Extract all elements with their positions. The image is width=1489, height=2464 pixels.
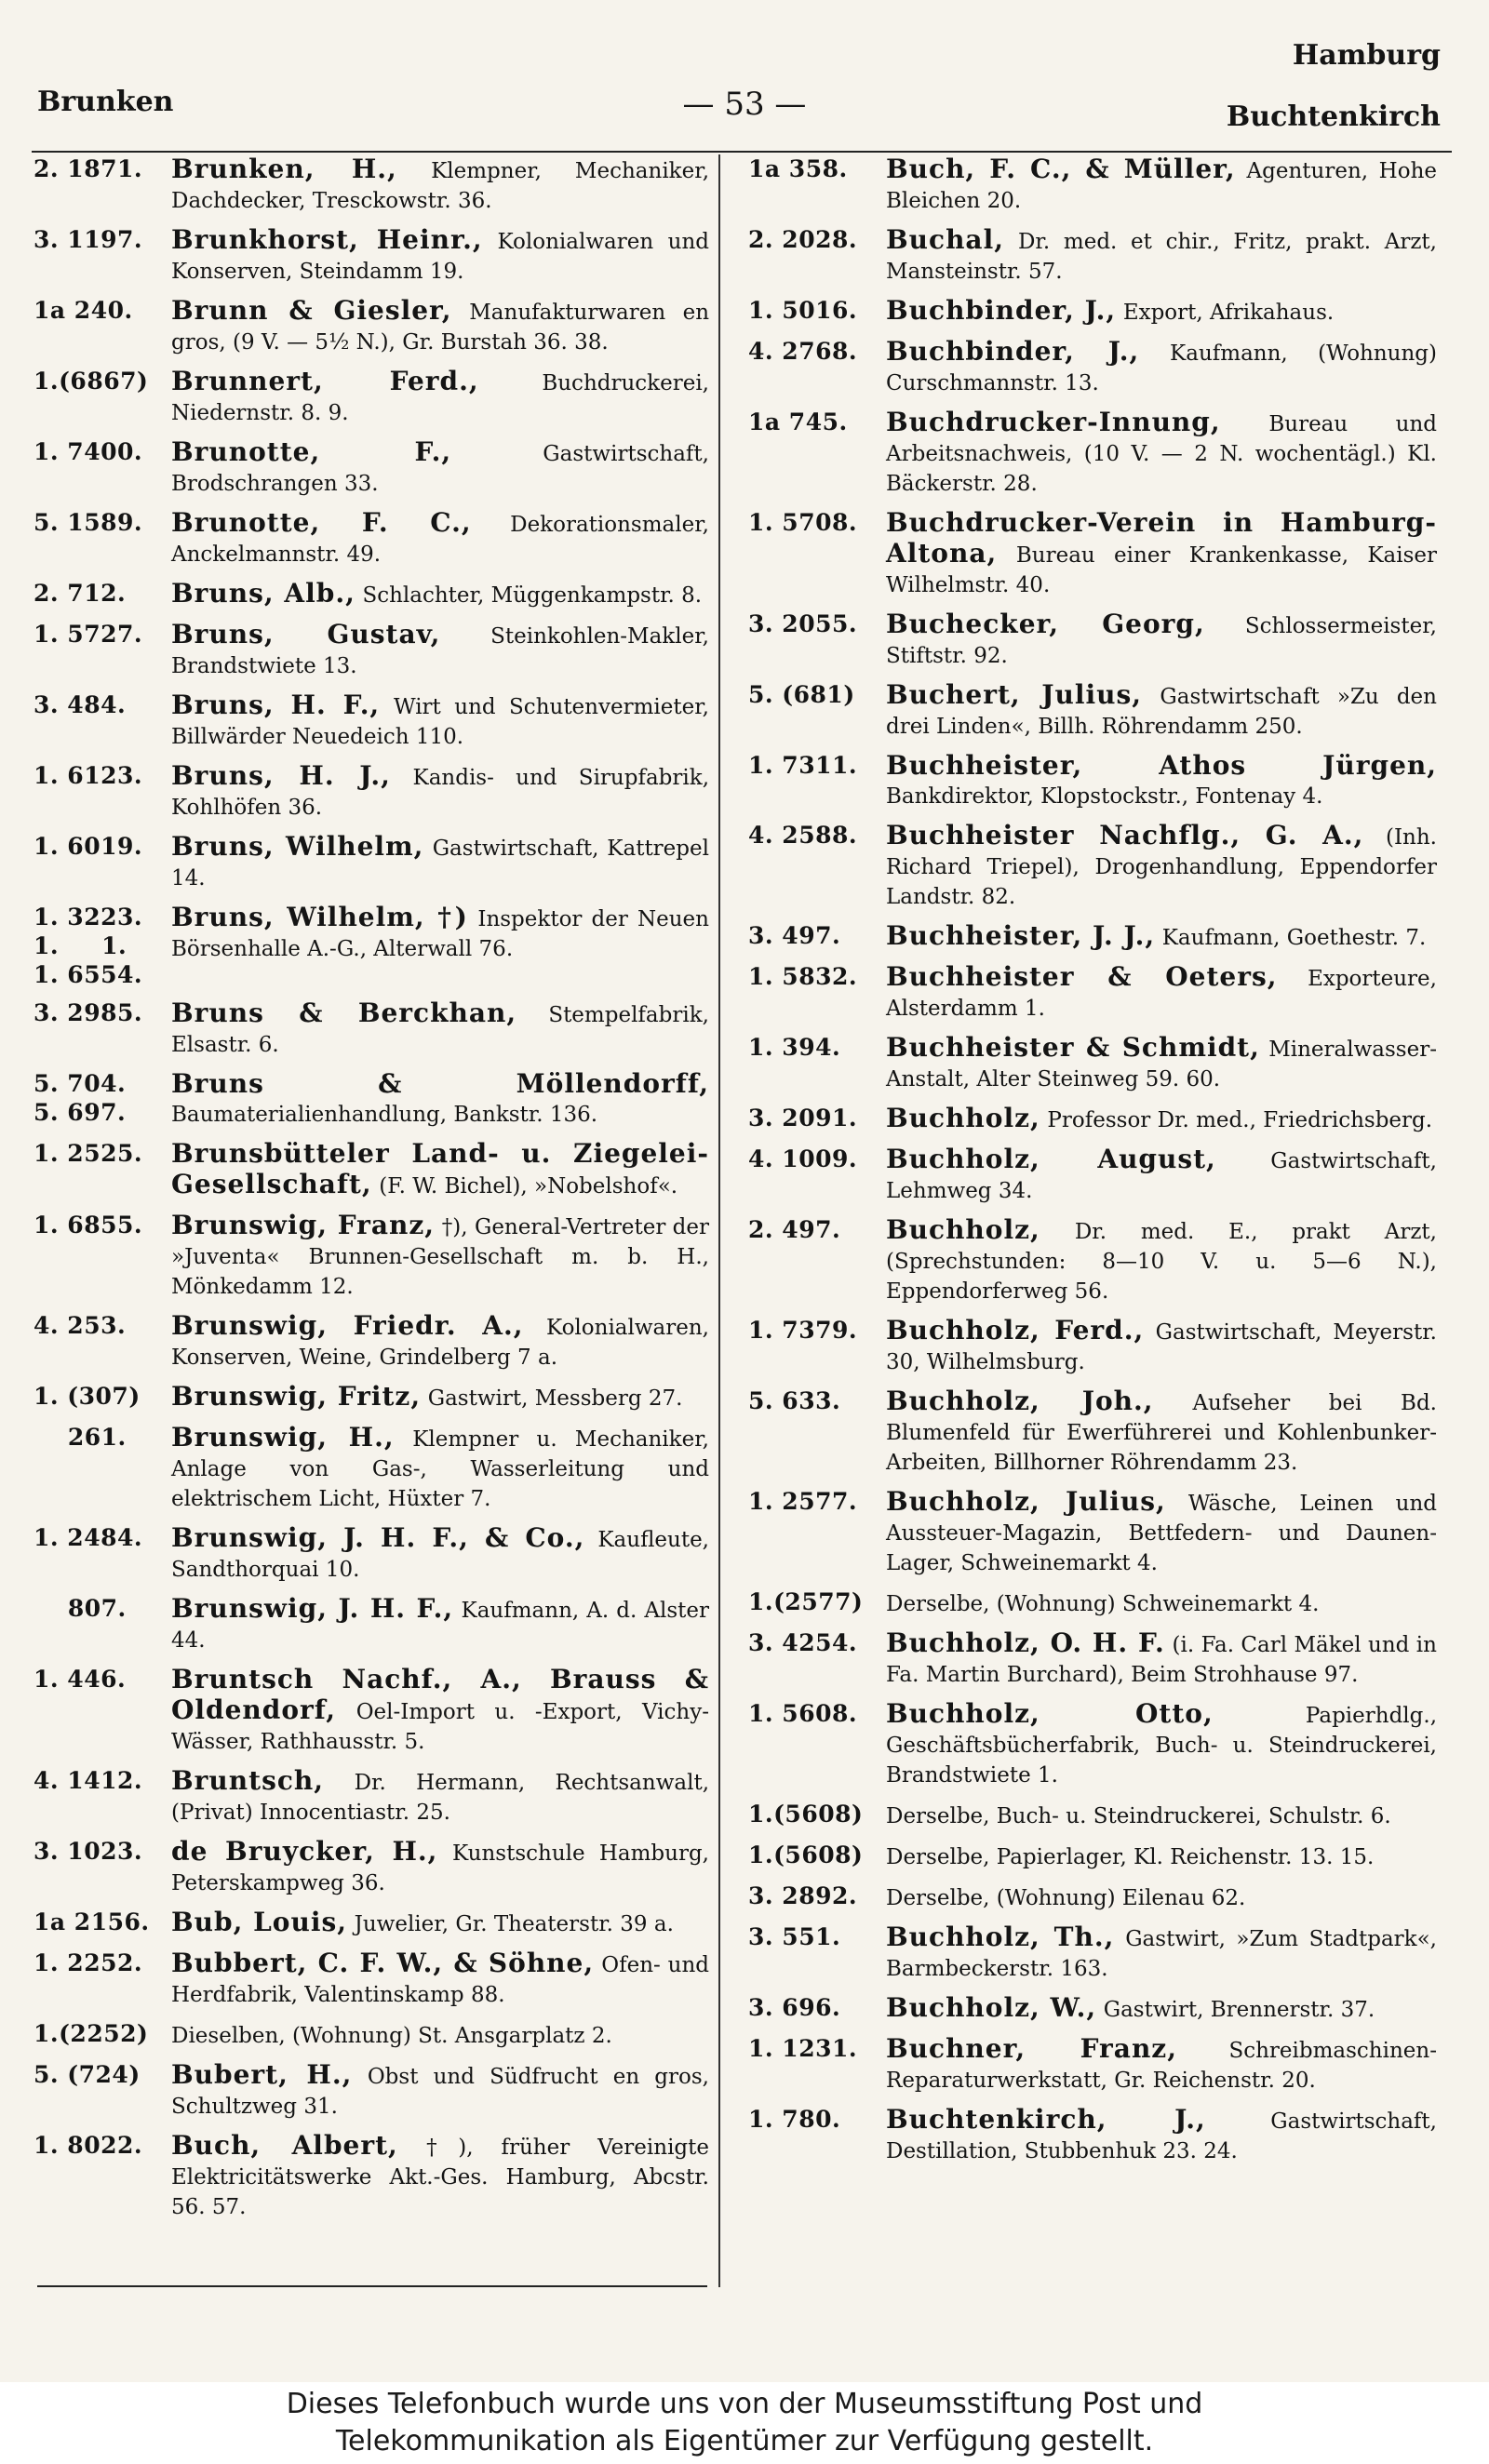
subscriber-details: Oel-Import u. -Export, Vichy-Wässer, Rathhausstr. 5. [171, 1700, 709, 1754]
subscriber-details: Stempelfabrik, Elsastr. 6. [171, 1003, 709, 1057]
directory-entry [748, 609, 1437, 671]
subscriber-details: Obst und Südfrucht en gros, Schultzweg 31. [171, 2065, 709, 2119]
entry-text [171, 2019, 709, 2051]
directory-entry [34, 1211, 709, 1302]
entry-text [886, 1841, 1437, 1872]
phone-number: 1. 3223. 1. 1. 1. 6554. [34, 904, 143, 988]
directory-entry [34, 1139, 709, 1201]
phone-number: 1. 2484. [34, 1524, 143, 1551]
subscriber-name: Buchdrucker-Innung, [886, 407, 1221, 437]
phone-number: 4. 2588. [748, 822, 858, 849]
subscriber-details: Export, Afrikahaus. [1122, 301, 1335, 325]
entry-text [886, 1104, 1437, 1135]
phone-number: 1. (307) [34, 1383, 141, 1410]
subscriber-name: Brunswig, H., [171, 1422, 395, 1453]
subscriber-name: Buchholz, [886, 1214, 1040, 1245]
phone-number: 4. 253. [34, 1312, 127, 1339]
subscriber-details: Mineralwasser-Anstalt, Alter Steinweg 59. 60. [886, 1038, 1437, 1091]
subscriber-details: Wäsche, Leinen und Aussteuer-Magazin, Bettfedern- und Daunen-Lager, Schweinemarkt 4. [886, 1492, 1437, 1575]
bottom-rule [37, 2285, 707, 2287]
entry-text [171, 761, 709, 823]
subscriber-details: Exporteure, Alsterdamm 1. [886, 967, 1437, 1021]
directory-entry [34, 1908, 709, 1939]
phone-number: 2. 1871. [34, 155, 143, 182]
entry-text [886, 508, 1437, 600]
entry-text [886, 2105, 1437, 2166]
entry-text [886, 296, 1437, 328]
directory-entry [748, 1587, 1437, 1619]
subscriber-details: Gastwirt, »Zum Stadtpark«, Barmbeckerstr. 163. [886, 1927, 1437, 1981]
directory-entry [34, 296, 709, 357]
directory-entry [34, 2131, 709, 2222]
column-divider [718, 154, 720, 2287]
subscriber-details: (Inh. Richard Triepel), Drogenhandlung, Eppendorfer Landstr. 82. [886, 825, 1437, 909]
directory-entry [34, 1311, 709, 1373]
entry-text [171, 1523, 709, 1585]
phone-number: 4. 1009. [748, 1145, 858, 1172]
phone-number: 1. 2577. [748, 1488, 858, 1515]
directory-entry [748, 1145, 1437, 1206]
phone-number: 1a 240. [34, 297, 133, 324]
phone-number: 1. 780. [748, 2106, 841, 2133]
phone-number: 5. (681) [748, 681, 855, 708]
phone-number: 1. 5832. [748, 963, 858, 990]
page-number: — 53 — [682, 86, 807, 123]
phone-number: 1. 5708. [748, 509, 858, 536]
subscriber-name: Buchdrucker-Verein in Hamburg-Altona, [886, 507, 1437, 569]
subscriber-name: Buchholz, Joh., [886, 1386, 1154, 1416]
directory-entry [34, 1837, 709, 1898]
subscriber-details: Buchdruckerei, Niedernstr. 8. 9. [171, 371, 709, 425]
subscriber-name: Buchholz, Julius, [886, 1486, 1166, 1517]
directory-entry [34, 761, 709, 823]
directory-entry [748, 1033, 1437, 1094]
subscriber-details: Gastwirtschaft, Destillation, Stubbenhuk 23. 24. [886, 2109, 1437, 2163]
entry-text [171, 998, 709, 1060]
phone-number: 3. 1197. [34, 226, 143, 253]
entry-text [171, 1382, 709, 1413]
phone-number: 1. 5016. [748, 297, 858, 324]
subscriber-name: Buchholz, August, [886, 1144, 1216, 1174]
directory-entry [748, 225, 1437, 287]
directory-entry [748, 1386, 1437, 1478]
subscriber-details: Gastwirtschaft, Lehmweg 34. [886, 1149, 1437, 1203]
subscriber-name: Brunnert, Ferd., [171, 366, 479, 396]
subscriber-details: (i. Fa. Carl Mäkel und in Fa. Martin Burchard), Beim Strohhause 97. [886, 1633, 1437, 1687]
subscriber-name: Brunotte, F. C., [171, 507, 472, 538]
directory-entry [34, 1665, 709, 1757]
directory-entry [748, 2105, 1437, 2166]
subscriber-name: Brunkhorst, Heinr., [171, 224, 483, 255]
subscriber-name: Brunken, H., [171, 154, 397, 184]
entry-text [886, 751, 1437, 811]
entry-text [171, 620, 709, 681]
phone-number: 1. 1231. [748, 2035, 858, 2062]
subscriber-name: Brunn & Giesler, [171, 295, 452, 326]
phone-number: 3. 551. [748, 1923, 841, 1950]
subscriber-details: Gastwirtschaft »Zu den drei Linden«, Billh. Röhrendamm 250. [886, 685, 1437, 739]
entry-text [171, 437, 709, 499]
directory-entry [748, 921, 1437, 953]
entry-text [171, 508, 709, 569]
entry-text [886, 1922, 1437, 1984]
entry-text [171, 832, 709, 893]
directory-entry [34, 1069, 709, 1130]
subscriber-name: Brunswig, J. H. F., & Co., [171, 1522, 585, 1553]
phone-number: 261. [34, 1424, 127, 1451]
footer-line-2: Telekommunikation als Eigentümer zur Verfügung gestellt. [335, 2425, 1154, 2457]
phone-number: 1. 7311. [748, 752, 858, 779]
subscriber-name: Bruntsch, [171, 1765, 324, 1796]
entry-text [886, 609, 1437, 671]
directory-entry [748, 1699, 1437, 1790]
phone-number: 1. 446. [34, 1666, 127, 1693]
subscriber-name: Bruns, H. F., [171, 690, 381, 720]
subscriber-name: Buchecker, Georg, [886, 609, 1205, 639]
subscriber-details: Dr. med. E., prakt Arzt, (Sprechstunden: 8—10 V. u. 5—6 N.), Eppendorferweg 56. [886, 1220, 1437, 1304]
subscriber-name: Bub, Louis, [171, 1907, 347, 1937]
subscriber-name: Buchholz, Ferd., [886, 1315, 1145, 1346]
phone-number: 3. 2055. [748, 610, 858, 637]
phone-number: 1.(2577) [748, 1588, 864, 1615]
subscriber-name: Bruns, Wilhelm, [171, 831, 424, 862]
entry-text [171, 1069, 709, 1130]
subscriber-name: Brunswig, Fritz, [171, 1381, 422, 1412]
subscriber-name: Brunswig, Franz, [171, 1210, 436, 1240]
subscriber-details: Schlachter, Müggenkampstr. 8. [362, 583, 703, 608]
directory-entry [748, 1881, 1437, 1913]
subscriber-name: Buchner, Franz, [886, 2033, 1177, 2064]
directory-entry [34, 998, 709, 1060]
entry-text [886, 821, 1437, 912]
entry-text [886, 962, 1437, 1024]
subscriber-details: Manufakturwaren en gros, (9 V. — 5½ N.), Gr. Burstah 36. 38. [171, 301, 710, 355]
subscriber-details: Dekorationsmaler, Anckelmannstr. 49. [171, 513, 709, 567]
subscriber-name: Bruntsch Nachf., A., Brauss & Oldendorf, [171, 1664, 709, 1725]
subscriber-details: Derselbe, (Wohnung) Schweinemarkt 4. [886, 1592, 1320, 1616]
subscriber-name: Buchholz, Th., [886, 1922, 1115, 1952]
directory-entry [748, 1104, 1437, 1135]
entry-text [886, 154, 1437, 216]
subscriber-name: Buchbinder, J., [886, 336, 1140, 367]
entry-text [886, 1316, 1437, 1377]
subscriber-details: Gastwirtschaft, Kattrepel 14. [171, 837, 709, 891]
phone-number: 3. 2091. [748, 1105, 858, 1132]
header-left-keyword: Brunken [37, 86, 174, 118]
directory-entry [748, 337, 1437, 398]
subscriber-details: (F. W. Bichel), »Nobelshof«. [379, 1174, 678, 1199]
directory-entry [34, 2019, 709, 2051]
entry-text [171, 1766, 709, 1828]
subscriber-details: Bureau einer Krankenkasse, Kaiser Wilhelmstr. 40. [886, 543, 1437, 597]
directory-entry [748, 680, 1437, 742]
subscriber-details: Dr. med. et chir., Fritz, prakt. Arzt, Mansteinstr. 57. [886, 230, 1437, 284]
directory-entry [748, 1841, 1437, 1872]
phone-number: 5. (724) [34, 2061, 141, 2088]
entry-text [886, 408, 1437, 499]
phone-number: 3. 484. [34, 691, 127, 718]
entry-text [886, 1993, 1437, 2025]
subscriber-details: Professor Dr. med., Friedrichsberg. [1047, 1108, 1433, 1132]
phone-number: 1. 6123. [34, 762, 143, 789]
subscriber-name: Buchtenkirch, J., [886, 2104, 1206, 2135]
subscriber-name: Bubert, H., [171, 2059, 353, 2090]
directory-entry [748, 962, 1437, 1024]
subscriber-details: Steinkohlen-Makler, Brandstwiete 13. [171, 624, 709, 678]
subscriber-name: Bruns & Möllendorff, [171, 1068, 709, 1099]
entry-text [171, 2131, 709, 2222]
phone-number: 3. 2892. [748, 1882, 858, 1909]
phone-number: 1. 8022. [34, 2132, 143, 2159]
subscriber-details: Gastwirt, Brennerstr. 37. [1103, 1998, 1375, 2022]
phone-number: 2. 712. [34, 580, 127, 607]
entry-text [886, 1033, 1437, 1094]
phone-number: 4. 1412. [34, 1767, 143, 1794]
entry-text [886, 1628, 1437, 1690]
subscriber-name: Brunswig, J. H. F., [171, 1593, 454, 1624]
entry-text [171, 2060, 709, 2122]
right-column [748, 154, 1437, 2176]
directory-entry [34, 508, 709, 569]
subscriber-name: Bruns, H. J., [171, 760, 391, 791]
directory-entry [34, 154, 709, 216]
header-rule [32, 151, 1452, 153]
subscriber-name: Bruns, Wilhelm, †) [171, 902, 468, 932]
directory-entry [34, 1766, 709, 1828]
phone-number: 1.(2252) [34, 2020, 149, 2047]
directory-entry [748, 1316, 1437, 1377]
phone-number: 1a 358. [748, 155, 848, 182]
entry-text [171, 296, 709, 357]
subscriber-name: Buchheister, J. J., [886, 920, 1156, 951]
subscriber-name: Brunotte, F., [171, 436, 452, 467]
phone-number: 1.(6867) [34, 368, 149, 395]
subscriber-details: Dr. Hermann, Rechtsanwalt, (Privat) Innocentiastr. 25. [171, 1771, 709, 1825]
subscriber-details: Bureau und Arbeitsnachweis, (10 V. — 2 N. wochentägl.) Kl. Bäckerstr. 28. [886, 412, 1437, 496]
entry-text [171, 690, 709, 752]
directory-entry [748, 1922, 1437, 1984]
directory-entry [34, 1382, 709, 1413]
entry-text [171, 1594, 709, 1655]
subscriber-details: Derselbe, Buch- u. Steindruckerei, Schulstr. 6. [886, 1804, 1391, 1828]
header-city: Hamburg [1292, 39, 1441, 72]
phone-number: 3. 696. [748, 1994, 841, 2021]
directory-entry [748, 1800, 1437, 1831]
subscriber-details: Kunstschule Hamburg, Peterskampweg 36. [171, 1841, 709, 1895]
subscriber-details: Inspektor der Neuen Börsenhalle A.-G., Alterwall 76. [171, 907, 709, 961]
phone-number: 1. 7400. [34, 438, 143, 465]
subscriber-details: Gastwirtschaft, Brodschrangen 33. [171, 442, 709, 496]
entry-text [886, 225, 1437, 287]
subscriber-name: Buchbinder, J., [886, 295, 1117, 326]
directory-entry [34, 1948, 709, 2010]
subscriber-details: Bankdirektor, Klopstockstr., Fontenay 4. [886, 784, 1323, 809]
entry-text [886, 1881, 1437, 1913]
subscriber-name: Buchholz, [886, 1103, 1040, 1133]
subscriber-details: Ofen- und Herdfabrik, Valentinskamp 88. [171, 1953, 709, 2007]
entry-text [886, 1699, 1437, 1790]
subscriber-details: Kaufleute, Sandthorquai 10. [171, 1528, 709, 1582]
subscriber-name: Buch, F. C., & Müller, [886, 154, 1236, 184]
entry-text [886, 1215, 1437, 1306]
phone-number: 3. 4254. [748, 1629, 858, 1656]
phone-number: 1. 6019. [34, 833, 143, 860]
entry-text [171, 154, 709, 216]
subscriber-name: Buch, Albert, [171, 2130, 398, 2161]
entry-text [886, 921, 1437, 953]
phone-number: 5. 704. 5. 697. [34, 1070, 127, 1126]
subscriber-details: Schlossermeister, Stiftstr. 92. [886, 614, 1437, 668]
directory-entry [748, 1628, 1437, 1690]
phone-number: 1a 2156. [34, 1908, 150, 1935]
phone-number: 1. 2525. [34, 1140, 143, 1167]
entry-text [171, 1311, 709, 1373]
subscriber-details: Kaufmann, A. d. Alster 44. [171, 1599, 710, 1653]
subscriber-name: Buchheister & Oeters, [886, 961, 1278, 992]
entry-text [171, 1908, 709, 1939]
subscriber-name: Bubbert, C. F. W., & Söhne, [171, 1948, 595, 1978]
entry-text [886, 1800, 1437, 1831]
subscriber-name: Buchheister, Athos Jürgen, [886, 750, 1437, 781]
subscriber-details: Agenturen, Hohe Bleichen 20. [886, 159, 1438, 213]
footer-notice [0, 2382, 1489, 2464]
directory-entry [748, 408, 1437, 499]
directory-entry [748, 154, 1437, 216]
subscriber-details: †), General-Vertreter der »Juventa« Brunnen-Gesellschaft m. b. H., Mönkedamm 12. [171, 1215, 710, 1299]
subscriber-details: Gastwirtschaft, Meyerstr. 30, Wilhelmsburg. [886, 1320, 1437, 1374]
subscriber-name: Brunswig, Friedr. A., [171, 1310, 524, 1341]
directory-entry [34, 367, 709, 428]
phone-number: 1. 5608. [748, 1700, 858, 1727]
subscriber-name: Buchheister Nachflg., G. A., [886, 820, 1364, 850]
phone-number: 1.(5608) [748, 1841, 864, 1868]
footer-line-1: Dieses Telefonbuch wurde uns von der Museumsstiftung Post und [286, 2388, 1203, 2420]
directory-entry [34, 2060, 709, 2122]
entry-text [171, 1423, 709, 1514]
subscriber-name: Brunsbütteler Land- u. Ziegelei-Gesellschaft, [171, 1138, 709, 1199]
subscriber-details: Schreibmaschinen-Reparaturwerkstatt, Gr. Reichenstr. 20. [886, 2039, 1437, 2093]
subscriber-details: Dieselben, (Wohnung) St. Ansgarplatz 2. [171, 2024, 612, 2048]
subscriber-details: Derselbe, Papierlager, Kl. Reichenstr. 13. 15. [886, 1845, 1375, 1869]
entry-text [886, 680, 1437, 742]
subscriber-details: Derselbe, (Wohnung) Eilenau 62. [886, 1886, 1246, 1910]
directory-entry [34, 832, 709, 893]
entry-text [171, 1948, 709, 2010]
subscriber-name: Bruns, Gustav, [171, 619, 441, 649]
directory-entry [34, 1423, 709, 1514]
entry-text [886, 1145, 1437, 1206]
subscriber-name: Buchholz, W., [886, 1992, 1097, 2023]
subscriber-name: Buchert, Julius, [886, 679, 1142, 710]
entry-text [171, 225, 709, 287]
directory-entry [748, 2034, 1437, 2096]
subscriber-name: Buchholz, Otto, [886, 1698, 1214, 1729]
phone-number: 2. 497. [748, 1216, 841, 1243]
directory-entry [748, 1993, 1437, 2025]
subscriber-details: †), früher Vereinigte Elektricitätswerke Akt.-Ges. Hamburg, Abcstr. 56. 57. [171, 2136, 710, 2219]
phone-number: 4. 2768. [748, 338, 858, 365]
directory-entry [748, 821, 1437, 912]
phone-number: 3. 1023. [34, 1838, 143, 1865]
directory-entry [34, 1523, 709, 1585]
directory-entry [748, 1215, 1437, 1306]
header-right-keyword: Buchtenkirch [1226, 100, 1441, 133]
directory-entry [34, 620, 709, 681]
directory-entry [748, 508, 1437, 600]
subscriber-details: Kandis- und Sirupfabrik, Kohlhöfen 36. [171, 766, 710, 820]
phone-number: 5. 1589. [34, 509, 143, 536]
subscriber-details: Kolonialwaren und Konserven, Steindamm 19. [171, 230, 709, 284]
entry-text [171, 1665, 709, 1757]
directory-entry [34, 437, 709, 499]
entry-text [886, 2034, 1437, 2096]
subscriber-details: Aufseher bei Bd. Blumenfeld für Ewerführerei und Kohlenbunker-Arbeiten, Billhorner Röhrendamm 23. [886, 1391, 1437, 1475]
phone-number: 5. 633. [748, 1387, 841, 1414]
subscriber-details: Kaufmann, (Wohnung) Curschmannstr. 13. [886, 341, 1437, 395]
phone-number: 1. 2252. [34, 1949, 143, 1976]
left-column [34, 154, 709, 2231]
subscriber-details: Klempner u. Mechaniker, Anlage von Gas-, Wasserleitung und elektrischem Licht, Hüxter 7. [171, 1427, 709, 1511]
directory-entry [34, 225, 709, 287]
subscriber-details: Klempner, Mechaniker, Dachdecker, Tresckowstr. 36. [171, 159, 710, 213]
directory-entry [34, 903, 709, 989]
subscriber-details: Kolonialwaren, Konserven, Weine, Grindelberg 7 a. [171, 1316, 709, 1370]
phone-number: 1. 6855. [34, 1212, 143, 1239]
phone-number: 3. 2985. [34, 999, 143, 1026]
subscriber-name: Buchal, [886, 224, 1004, 255]
subscriber-name: Buchholz, O. H. F. [886, 1627, 1165, 1658]
entry-text [171, 1211, 709, 1302]
directory-entry [34, 1594, 709, 1655]
entry-text [886, 1587, 1437, 1619]
phone-number: 807. [34, 1595, 127, 1622]
subscriber-name: Bruns, Alb., [171, 578, 355, 609]
directory-entry [748, 1487, 1437, 1578]
subscriber-details: Wirt und Schutenvermieter, Billwärder Neuedeich 110. [171, 695, 709, 749]
entry-text [171, 367, 709, 428]
phone-number: 1. 7379. [748, 1317, 858, 1344]
directory-entry [748, 296, 1437, 328]
subscriber-details: Papierhdlg., Geschäftsbücherfabrik, Buch- u. Steindruckerei, Brandstwiete 1. [886, 1704, 1437, 1788]
phone-number: 2. 2028. [748, 226, 858, 253]
subscriber-name: Bruns & Berckhan, [171, 998, 517, 1028]
entry-text [171, 1837, 709, 1898]
entry-text [886, 1487, 1437, 1578]
entry-text [886, 337, 1437, 398]
phone-number: 3. 497. [748, 922, 841, 949]
entry-text [171, 1139, 709, 1201]
directory-entry [34, 690, 709, 752]
subscriber-details: Gastwirt, Messberg 27. [427, 1386, 683, 1411]
subscriber-details: Kaufmann, Goethestr. 7. [1161, 926, 1427, 950]
directory-entry [34, 579, 709, 610]
entry-text [886, 1386, 1437, 1478]
subscriber-name: de Bruycker, H., [171, 1836, 438, 1867]
subscriber-details: Baumaterialienhandlung, Bankstr. 136. [171, 1103, 598, 1127]
directory-entry [748, 751, 1437, 811]
phone-number: 1. 5727. [34, 621, 143, 648]
entry-text [171, 579, 709, 610]
phone-number: 1. 394. [748, 1034, 841, 1061]
phone-number: 1.(5608) [748, 1801, 864, 1828]
subscriber-name: Buchheister & Schmidt, [886, 1032, 1260, 1063]
entry-text [171, 903, 709, 964]
subscriber-details: Juwelier, Gr. Theaterstr. 39 a. [354, 1912, 674, 1936]
phone-number: 1a 745. [748, 408, 848, 435]
